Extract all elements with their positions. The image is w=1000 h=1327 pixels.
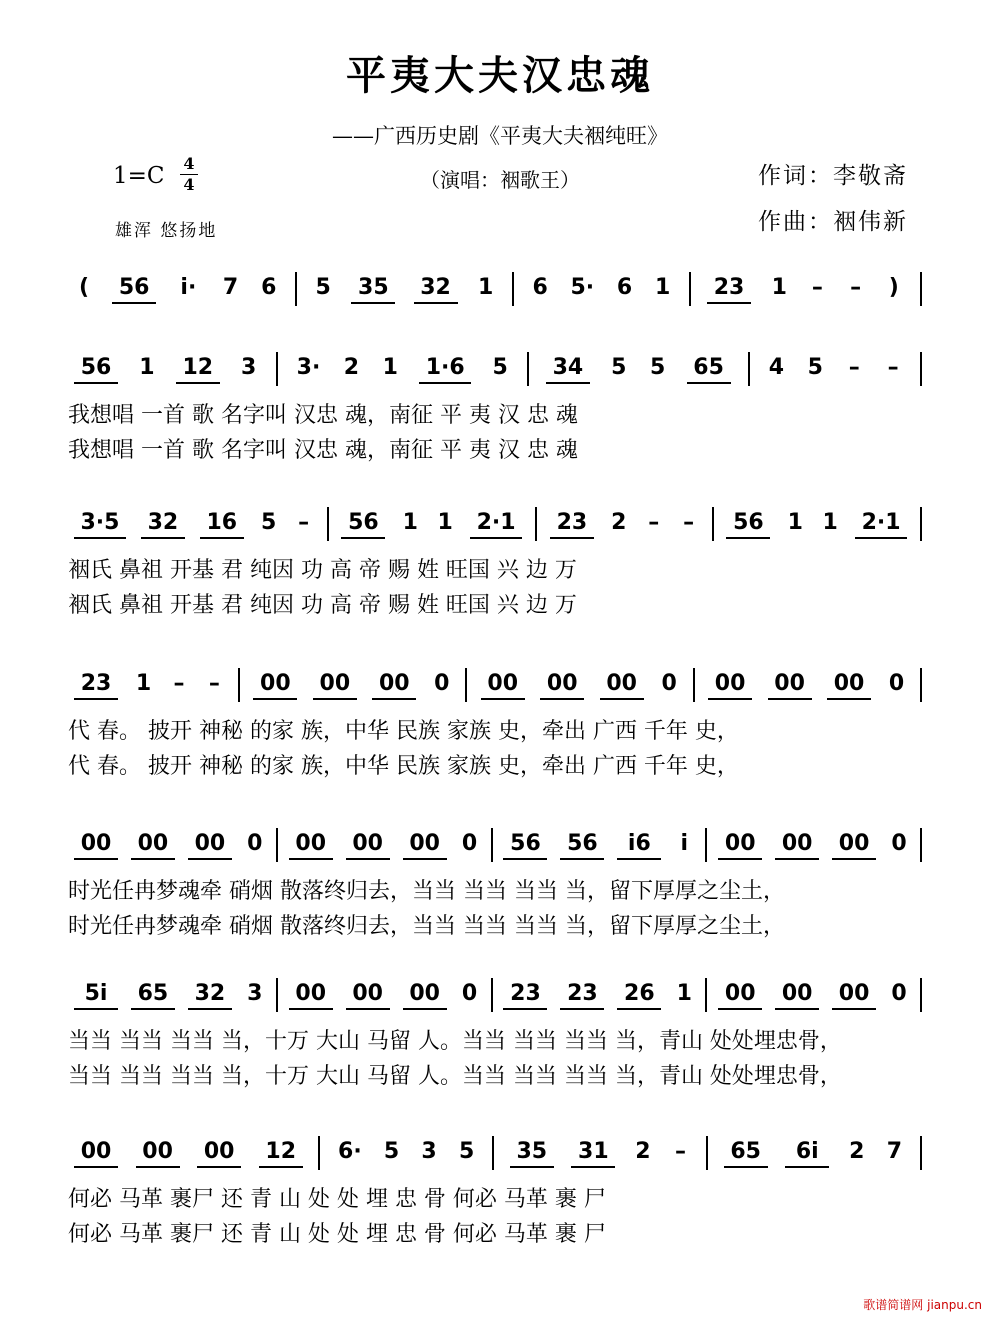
beam-underline: [176, 382, 220, 384]
singer-credit: （演唱：裀歌王）: [420, 168, 580, 192]
beam-underline: [687, 382, 731, 384]
barline: [920, 352, 922, 386]
beam-underline: [768, 698, 812, 700]
beam-underline: [503, 1008, 547, 1010]
beam-underline: [708, 698, 752, 700]
barline: [318, 1136, 320, 1170]
barline: [748, 352, 750, 386]
note-group: 65: [693, 355, 724, 380]
key-signature: 1=C: [113, 163, 165, 189]
note-group: 0: [891, 831, 907, 856]
lyric-line: 代 春。 披开 神秘 的家 族，中华 民族 家族 史，牵出 广西 千年 史，: [68, 754, 739, 779]
barline: [492, 1136, 494, 1170]
beam-underline: [74, 537, 126, 539]
beam-underline: [785, 1166, 829, 1168]
barline: [512, 272, 514, 306]
beam-underline: [351, 302, 395, 304]
note-group: 12: [265, 1139, 297, 1164]
note-group: 00: [352, 981, 383, 1006]
note-group: 56: [80, 355, 112, 380]
barline: [491, 978, 493, 1012]
beam-underline: [726, 537, 770, 539]
note-group: 5: [383, 1139, 400, 1164]
note-group: 1: [478, 275, 494, 300]
beam-underline: [827, 698, 871, 700]
note-group: 00: [838, 981, 870, 1006]
note-group: 5·: [570, 275, 595, 300]
note-group: 2: [635, 1139, 651, 1164]
note-group: 00: [203, 1139, 235, 1164]
notation-line: [0, 352, 1000, 400]
note-group: 1: [787, 510, 803, 535]
beam-underline: [259, 1166, 303, 1168]
note-group: 23: [80, 671, 112, 696]
note-group: 3: [241, 355, 257, 380]
note-group: 35: [516, 1139, 548, 1164]
note-group: 5: [611, 355, 627, 380]
note-group: 6: [616, 275, 633, 300]
score-system: [0, 668, 1000, 828]
note-group: 5: [315, 275, 331, 300]
barline: [920, 828, 922, 862]
note-group: 0: [891, 981, 907, 1006]
note-group: 1: [437, 510, 453, 535]
note-group: 6·: [338, 1139, 362, 1164]
lyric-line: 时光任冉梦魂牵 硝烟 散落终归去，当当 当当 当当 当，留下厚厚之尘土，: [68, 914, 785, 939]
beam-underline: [419, 382, 471, 384]
note-group: 00: [295, 831, 327, 856]
note-group: 3: [247, 981, 263, 1006]
note-group: 56: [510, 831, 541, 856]
beam-underline: [197, 1166, 241, 1168]
note-group: 3·: [296, 355, 321, 380]
barline: [527, 352, 529, 386]
beam-underline: [403, 858, 447, 860]
beam-underline: [855, 537, 907, 539]
note-group: 56: [733, 510, 764, 535]
note-group: 34: [552, 355, 584, 380]
barline: [276, 828, 278, 862]
beam-underline: [131, 858, 175, 860]
barline: [706, 1136, 708, 1170]
composer-credit: 作曲：裀伟新: [758, 209, 908, 235]
note-group: 65: [137, 981, 169, 1006]
note-group: 00: [260, 671, 291, 696]
song-title: 平夷大夫汉忠魂: [346, 52, 654, 99]
beam-underline: [503, 858, 547, 860]
note-group: i·: [180, 275, 197, 300]
barline: [689, 272, 691, 306]
score-system: [0, 1136, 1000, 1296]
lyric-line: 何必 马革 裹尸 还 青 山 处 处 埋 忠 骨 何必 马革 裹 尸: [68, 1187, 606, 1212]
dash-note: –: [173, 671, 185, 696]
note-group: 00: [774, 671, 805, 696]
beam-underline: [775, 1008, 819, 1010]
notation-line: [0, 272, 1000, 320]
note-group: 26: [624, 981, 655, 1006]
beam-underline: [74, 858, 118, 860]
note-group: 5: [458, 1139, 475, 1164]
note-group: 0: [888, 671, 905, 696]
dash-note: –: [848, 355, 860, 380]
note-group: 00: [80, 1139, 112, 1164]
barline: [295, 272, 297, 306]
note-group: 35: [358, 275, 389, 300]
beam-underline: [560, 1008, 604, 1010]
barline: [491, 828, 493, 862]
note-group: 1: [382, 355, 398, 380]
beam-underline: [600, 698, 644, 700]
note-group: 2: [611, 510, 627, 535]
beam-underline: [188, 858, 232, 860]
note-group: 00: [724, 831, 756, 856]
note-group: 56: [567, 831, 598, 856]
lyric-line: 裀氏 鼻祖 开基 君 纯因 功 高 帝 赐 姓 旺国 兴 边 万: [68, 558, 577, 583]
watermark-site: 歌谱简谱网: [863, 1298, 924, 1312]
note-group: 7: [886, 1139, 903, 1164]
beam-underline: [74, 1166, 118, 1168]
note-group: 23: [567, 981, 598, 1006]
note-group: 23: [713, 275, 745, 300]
note-group: 0: [434, 671, 450, 696]
beam-underline: [718, 858, 762, 860]
note-group: 2·1: [861, 510, 901, 535]
note-group: 00: [606, 671, 637, 696]
barline: [276, 978, 278, 1012]
note-group: 31: [578, 1139, 609, 1164]
barline: [238, 668, 240, 702]
note-group: 00: [295, 981, 327, 1006]
beam-underline: [200, 537, 244, 539]
note-group: 0: [461, 981, 478, 1006]
note-group: 32: [194, 981, 226, 1006]
note-group: 1: [676, 981, 692, 1006]
beam-underline: [470, 537, 522, 539]
barline: [920, 1136, 922, 1170]
notation-line: [0, 978, 1000, 1026]
notation-line: [0, 668, 1000, 716]
beam-underline: [510, 1166, 554, 1168]
note-group: 2: [343, 355, 360, 380]
note-group: 5: [650, 355, 666, 380]
note-group: i6: [627, 831, 651, 856]
note-group: 0: [247, 831, 263, 856]
score-system: [0, 828, 1000, 988]
watermark-url: jianpu.cn: [927, 1298, 982, 1312]
beam-underline: [832, 1008, 876, 1010]
barline: [705, 828, 707, 862]
note-group: i: [680, 831, 689, 856]
beam-underline: [414, 302, 458, 304]
note-group: 00: [80, 831, 112, 856]
note-group: 00: [838, 831, 870, 856]
beam-underline: [403, 1008, 447, 1010]
note-group: 6: [261, 275, 277, 300]
note-group: 00: [319, 671, 351, 696]
song-subtitle: ——广西历史剧《平夷大夫裀纯旺》: [332, 124, 668, 148]
dash-note: –: [850, 275, 862, 300]
beam-underline: [832, 858, 876, 860]
beam-underline: [141, 537, 185, 539]
note-group: 23: [556, 510, 588, 535]
beam-underline: [372, 698, 416, 700]
note-group: 3·5: [80, 510, 120, 535]
beam-underline: [341, 537, 385, 539]
dash-note: –: [683, 510, 695, 535]
dash-note: –: [811, 275, 823, 300]
note-group: 00: [781, 981, 813, 1006]
note-group: 3: [421, 1139, 437, 1164]
beam-underline: [724, 1166, 768, 1168]
beam-underline: [74, 698, 118, 700]
note-group: 00: [487, 671, 519, 696]
note-group: 32: [420, 275, 451, 300]
note-group: 56: [118, 275, 150, 300]
dash-note: –: [675, 1139, 687, 1164]
note-group: 2·1: [476, 510, 516, 535]
note-group: 1: [822, 510, 838, 535]
beam-underline: [550, 537, 594, 539]
lyric-line: 时光任冉梦魂牵 硝烟 散落终归去，当当 当当 当当 当，留下厚厚之尘土，: [68, 879, 785, 904]
dash-note: –: [887, 355, 899, 380]
lyric-line: 当当 当当 当当 当，十万 大山 马留 人。当当 当当 当当 当，青山 处处埋忠骨，: [68, 1064, 842, 1089]
note-group: 65: [730, 1139, 761, 1164]
notation-line: [0, 507, 1000, 555]
lyric-line: 我想唱 一首 歌 名字叫 汉忠 魂，南征 平 夷 汉 忠 魂: [68, 403, 578, 428]
lyric-line: 当当 当当 当当 当，十万 大山 马留 人。当当 当当 当当 当，青山 处处埋忠骨，: [68, 1029, 842, 1054]
note-group: 23: [510, 981, 541, 1006]
lyric-line: 何必 马革 裹尸 还 青 山 处 处 埋 忠 骨 何必 马革 裹 尸: [68, 1222, 606, 1247]
note-group: 1: [139, 355, 155, 380]
beam-underline: [617, 1008, 661, 1010]
barline: [920, 668, 922, 702]
note-group: 0: [661, 671, 677, 696]
beam-underline: [313, 698, 357, 700]
beam-underline: [346, 858, 390, 860]
barline: [712, 507, 714, 541]
barline: [327, 507, 329, 541]
note-group: 7: [222, 275, 239, 300]
score-system: [0, 352, 1000, 512]
note-group: 00: [546, 671, 578, 696]
barline: [693, 668, 695, 702]
beam-underline: [546, 382, 590, 384]
notation-line: [0, 828, 1000, 876]
tempo-marking: 雄浑 悠扬地: [115, 221, 218, 241]
beam-underline: [718, 1008, 762, 1010]
beam-underline: [481, 698, 525, 700]
note-group: 00: [833, 671, 865, 696]
lyric-line: 代 春。 披开 神秘 的家 族，中华 民族 家族 史，牵出 广西 千年 史，: [68, 719, 739, 744]
barline: [920, 272, 922, 306]
note-group: 00: [379, 671, 410, 696]
beam-underline: [289, 858, 333, 860]
note-group: 1·6: [425, 355, 465, 380]
note-group: 12: [182, 355, 214, 380]
note-group: 00: [194, 831, 226, 856]
beam-underline: [707, 302, 751, 304]
barline: [465, 668, 467, 702]
note-group: 32: [147, 510, 179, 535]
barline: [920, 507, 922, 541]
notation-line: [0, 1136, 1000, 1184]
note-group: 1: [655, 275, 671, 300]
beam-underline: [571, 1166, 615, 1168]
note-group: 1: [402, 510, 418, 535]
beam-underline: [540, 698, 584, 700]
beam-underline: [74, 1008, 118, 1010]
note-group: 00: [352, 831, 383, 856]
note-group: 00: [714, 671, 746, 696]
note-group: 1: [135, 671, 152, 696]
beam-underline: [560, 858, 604, 860]
beam-underline: [346, 1008, 390, 1010]
note-group: 00: [409, 831, 440, 856]
beam-underline: [617, 858, 661, 860]
note-group: 2: [849, 1139, 865, 1164]
lyric-line: 裀氏 鼻祖 开基 君 纯因 功 高 帝 赐 姓 旺国 兴 边 万: [68, 593, 577, 618]
note-group: 00: [781, 831, 813, 856]
lyricist-credit: 作词：李敬斋: [758, 163, 908, 189]
note-group: 00: [409, 981, 440, 1006]
bracket: ): [888, 275, 899, 300]
barline: [535, 507, 537, 541]
note-group: 00: [137, 831, 169, 856]
bracket: (: [78, 275, 90, 300]
barline: [920, 978, 922, 1012]
note-group: 5: [807, 355, 823, 380]
beam-underline: [253, 698, 297, 700]
time-signature-bottom: 4: [183, 175, 195, 194]
lyric-line: 我想唱 一首 歌 名字叫 汉忠 魂，南征 平 夷 汉 忠 魂: [68, 438, 578, 463]
beam-underline: [136, 1166, 180, 1168]
barline: [705, 978, 707, 1012]
time-signature: [180, 156, 198, 193]
beam-underline: [188, 1008, 232, 1010]
note-group: 1: [771, 275, 787, 300]
beam-underline: [775, 858, 819, 860]
note-group: 5: [261, 510, 277, 535]
note-group: 56: [348, 510, 379, 535]
note-group: 6: [532, 275, 548, 300]
watermark: [863, 1296, 982, 1313]
beam-underline: [289, 1008, 333, 1010]
score-system: [0, 507, 1000, 667]
beam-underline: [112, 302, 156, 304]
note-group: 00: [142, 1139, 173, 1164]
note-group: 6i: [795, 1139, 819, 1164]
beam-underline: [74, 382, 118, 384]
note-group: 5: [492, 355, 508, 380]
beam-underline: [131, 1008, 175, 1010]
note-group: 00: [724, 981, 756, 1006]
barline: [276, 352, 278, 386]
score-system: [0, 978, 1000, 1138]
time-signature-top: 4: [183, 154, 195, 173]
dash-note: –: [208, 671, 220, 696]
note-group: 16: [206, 510, 238, 535]
note-group: 0: [461, 831, 478, 856]
dash-note: –: [648, 510, 660, 535]
note-group: 4: [768, 355, 785, 380]
dash-note: –: [298, 510, 310, 535]
note-group: 5i: [84, 981, 108, 1006]
